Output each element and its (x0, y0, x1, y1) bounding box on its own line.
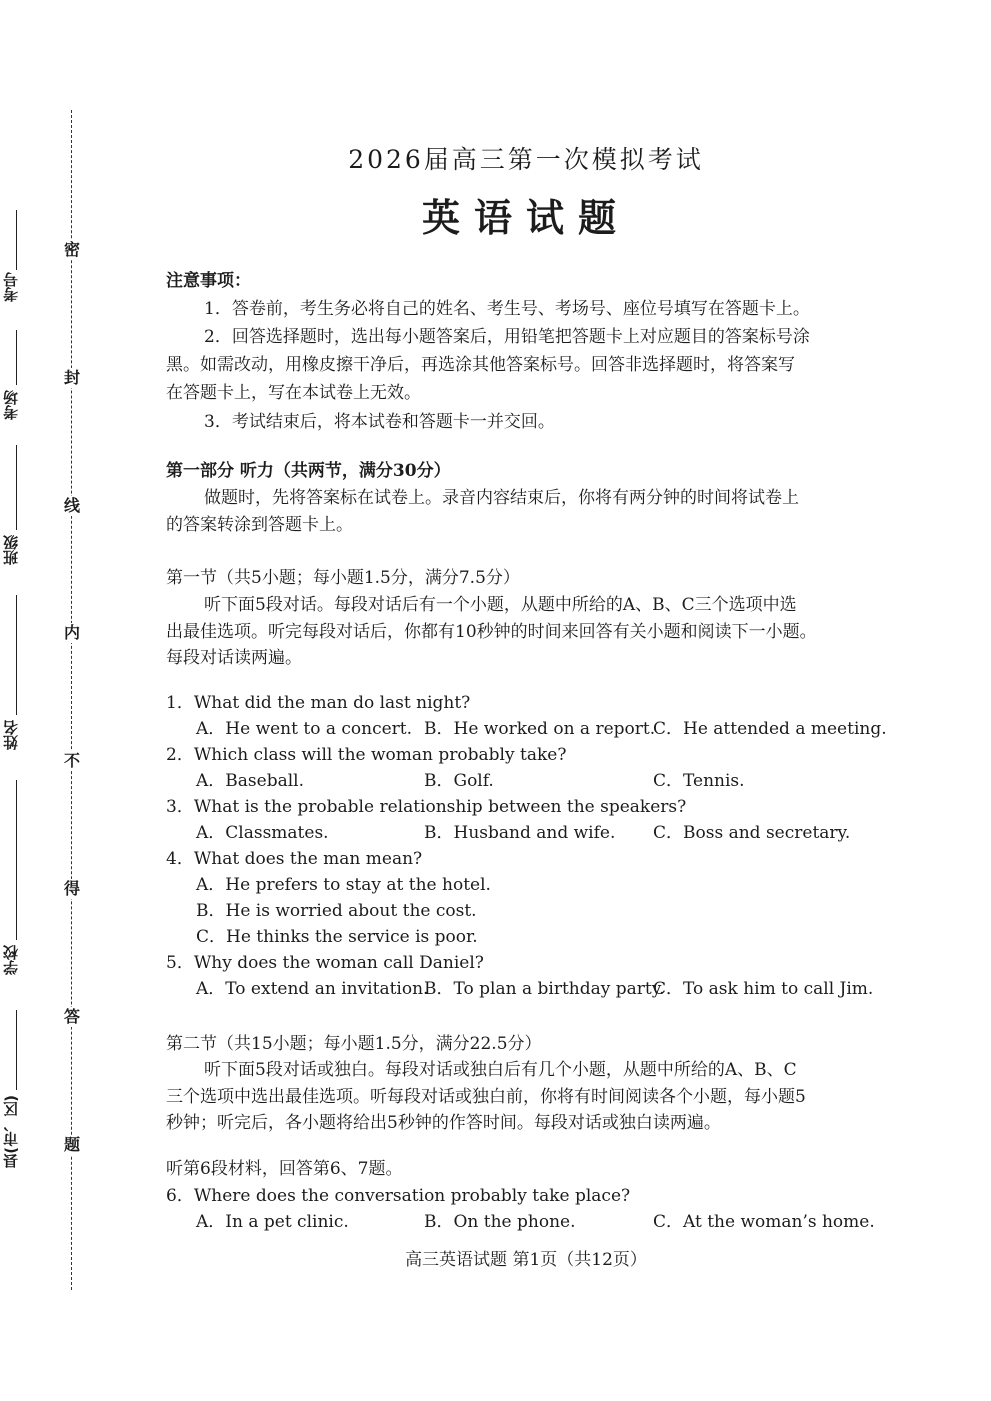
page-footer: 高三英语试题 第1页（共12页） (405, 1250, 647, 1270)
seal-char-xian: 线 (63, 496, 80, 515)
option-b[interactable]: B．He worked on a report. (424, 719, 656, 739)
exam-title: 2026届高三第一次模拟考试 (348, 145, 704, 174)
school-blank[interactable] (16, 780, 17, 940)
option-b[interactable]: B．He is worried about the cost. (196, 901, 477, 921)
question-stem: 1．What did the man do last night? (166, 693, 471, 713)
section2-heading: 第二节（共15小题；每小题1.5分，满分22.5分） (166, 1034, 542, 1054)
section2-line: 秒钟；听完后，各小题将给出5秒钟的作答时间。每段对话或独白读两遍。 (166, 1113, 721, 1133)
section1-heading: 第一节（共5小题；每小题1.5分，满分7.5分） (166, 568, 520, 588)
option-a[interactable]: A．In a pet clinic. (196, 1212, 349, 1232)
option-a[interactable]: A．Baseball. (196, 771, 304, 791)
part1-line: 做题时，先将答案标在试卷上。录音内容结束后，你将有两分钟的时间将试卷上 (204, 488, 799, 508)
notice-heading: 注意事项： (166, 271, 251, 291)
subject-title: 英语试题 (421, 196, 630, 240)
notice-line: 3．考试结束后，将本试卷和答题卡一并交回。 (204, 412, 555, 432)
seal-char-ti: 题 (63, 1135, 80, 1154)
question-stem: 3．What is the probable relationship between the speakers? (166, 797, 687, 817)
option-b[interactable]: B．Golf. (424, 771, 494, 791)
question-stem: 5．Why does the woman call Daniel? (166, 953, 484, 973)
option-c[interactable]: C．He thinks the service is poor. (196, 927, 478, 947)
seal-char-da: 答 (63, 1007, 80, 1026)
option-a[interactable]: A．He prefers to stay at the hotel. (196, 875, 491, 895)
option-a[interactable]: A．To extend an invitation. (196, 979, 429, 999)
exam-number-label: 考号 (2, 272, 20, 302)
option-c[interactable]: C．At the woman’s home. (653, 1212, 875, 1232)
name-label: 姓名 (2, 720, 20, 750)
exam-room-label: 考场 (2, 390, 20, 420)
class-blank[interactable] (16, 445, 17, 530)
notice-line: 1．答卷前，考生务必将自己的姓名、考生号、考场号、座位号填写在答题卡上。 (204, 299, 810, 319)
question-stem: 4．What does the man mean? (166, 849, 423, 869)
option-c[interactable]: C．Tennis. (653, 771, 745, 791)
notice-line: 在答题卡上，写在本试卷上无效。 (166, 383, 421, 403)
option-c[interactable]: C．He attended a meeting. (653, 719, 887, 739)
option-c[interactable]: C．To ask him to call Jim. (653, 979, 874, 999)
seal-char-de: 得 (63, 879, 80, 898)
option-b[interactable]: B．Husband and wife. (424, 823, 616, 843)
county-blank[interactable] (16, 1010, 17, 1090)
part1-heading: 第一部分 听力（共两节，满分30分） (166, 461, 451, 481)
option-a[interactable]: A．He went to a concert. (196, 719, 413, 739)
seal-dashed-line (71, 110, 72, 1290)
option-a[interactable]: A．Classmates. (196, 823, 329, 843)
class-label: 班级 (2, 535, 20, 565)
option-c[interactable]: C．Boss and secretary. (653, 823, 851, 843)
question-stem: 6．Where does the conversation probably take place? (166, 1186, 631, 1206)
school-label: 学校 (2, 945, 20, 975)
notice-line: 2．回答选择题时，选出每小题答案后，用铅笔把答题卡上对应题目的答案标号涂 (204, 327, 810, 347)
seal-char-nei: 内 (63, 623, 80, 642)
option-b[interactable]: B．To plan a birthday party. (424, 979, 665, 999)
question-stem: 2．Which class will the woman probably take? (166, 745, 567, 765)
exam-number-blank[interactable] (16, 210, 17, 270)
material-6-instruction: 听第6段材料，回答第6、7题。 (166, 1159, 403, 1179)
seal-char-bu: 不 (63, 751, 80, 770)
county-label: 县(市、区) (2, 1095, 20, 1169)
section2-line: 三个选项中选出最佳选项。听每段对话或独白前，你将有时间阅读各个小题，每小题5 (166, 1087, 806, 1107)
part1-line: 的答案转涂到答题卡上。 (166, 515, 353, 535)
exam-room-blank[interactable] (16, 330, 17, 385)
seal-char-feng: 封 (63, 368, 80, 387)
notice-line: 黑。如需改动，用橡皮擦干净后，再选涂其他答案标号。回答非选择题时，将答案写 (166, 355, 795, 375)
name-blank[interactable] (16, 595, 17, 715)
section2-line: 听下面5段对话或独白。每段对话或独白后有几个小题，从题中所给的A、B、C (204, 1060, 797, 1080)
option-b[interactable]: B．On the phone. (424, 1212, 576, 1232)
section1-line: 出最佳选项。听完每段对话后，你都有10秒钟的时间来回答有关小题和阅读下一小题。 (166, 622, 817, 642)
section1-line: 每段对话读两遍。 (166, 648, 302, 668)
seal-char-mi: 密 (63, 240, 80, 259)
section1-line: 听下面5段对话。每段对话后有一个小题，从题中所给的A、B、C三个选项中选 (204, 595, 797, 615)
